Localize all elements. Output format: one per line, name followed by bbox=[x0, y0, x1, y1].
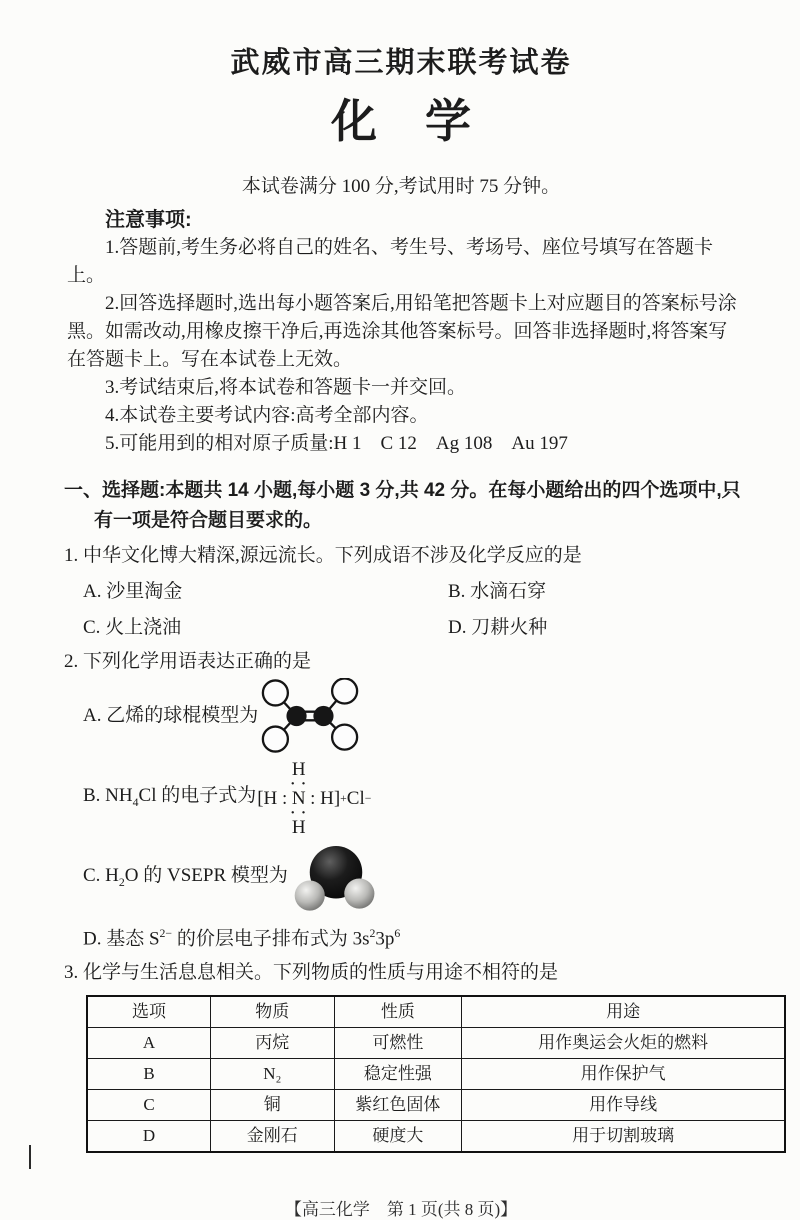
q1-option-b: B. 水滴石穿 bbox=[448, 581, 547, 602]
notice-item-3: 3.考试结束后,将本试卷和答题卡一并交回。 bbox=[105, 377, 467, 398]
subject-title: 化学 bbox=[331, 95, 519, 147]
col-header-use: 用途 bbox=[462, 996, 785, 1028]
q2-option-a-text: A. 乙烯的球棍模型为 bbox=[83, 705, 259, 726]
table-row bbox=[87, 1028, 785, 1059]
cell-option: B bbox=[87, 1059, 211, 1090]
table-row bbox=[87, 1121, 785, 1153]
page-footer: 【高三化学 第 1 页(共 8 页)】 bbox=[284, 1200, 518, 1220]
cell-substance: 铜 bbox=[211, 1090, 335, 1121]
cell-substance: N₂ bbox=[211, 1059, 335, 1090]
q2-option-b-text: B. $NH_4Cl$ 的电子式为 bbox=[83, 784, 257, 809]
question-2-stem: 2. 下列化学用语表达正确的是 bbox=[64, 651, 312, 672]
q2-option-b bbox=[64, 756, 746, 842]
scan-artifact-line bbox=[29, 1145, 31, 1169]
cell-substance: 金刚石 bbox=[211, 1121, 335, 1153]
col-header-substance: 物质 bbox=[211, 996, 335, 1028]
cell-option: D bbox=[87, 1121, 211, 1153]
table-row bbox=[87, 1090, 785, 1121]
question-3-stem: 3. 化学与生活息息相关。下列物质的性质与用途不相符的是 bbox=[64, 962, 559, 984]
table-row bbox=[87, 1059, 785, 1090]
table-header-row bbox=[87, 996, 785, 1028]
notice-heading: 注意事项: bbox=[105, 209, 192, 231]
cell-option: A bbox=[87, 1028, 211, 1059]
notice-item-1: 1.答题前,考生务必将自己的姓名、考生号、考场号、座位号填写在答题卡上。 bbox=[67, 237, 714, 286]
cell-use: 用于切割玻璃 bbox=[462, 1121, 785, 1153]
cell-use: 用作奥运会火炬的燃料 bbox=[462, 1028, 785, 1059]
cell-substance: 丙烷 bbox=[211, 1028, 335, 1059]
cell-use: 用作保护气 bbox=[462, 1059, 785, 1090]
notice-item-2: 2.回答选择题时,选出每小题答案后,用铅笔把答题卡上对应题目的答案标号涂黑。如需改动,用橡皮擦干净后,再选涂其他答案标号。回答非选择题时,将答案写在答题卡上。写在本试卷上无效。 bbox=[67, 293, 737, 370]
col-header-property: 性质 bbox=[334, 996, 462, 1028]
col-header-option: 选项 bbox=[87, 996, 211, 1028]
section-1-heading: 一、选择题:本题共 14 小题,每小题 3 分,共 42 分。在每小题给出的四个选项中,只有一项是符合题目要求的。 bbox=[64, 480, 741, 531]
exam-title: 武威市高三期末联考试卷 bbox=[230, 47, 572, 79]
q1-option-c: C. 火上浇油 bbox=[83, 617, 182, 638]
cell-use: 用作导线 bbox=[462, 1090, 785, 1121]
q1-option-a: A. 沙里淘金 bbox=[83, 581, 183, 602]
water-space-filling-model-image bbox=[291, 844, 381, 914]
ethylene-ball-and-stick-model-image bbox=[260, 678, 360, 754]
notice-section bbox=[67, 206, 746, 458]
cell-property: 稳定性强 bbox=[334, 1059, 462, 1090]
cell-property: 硬度大 bbox=[334, 1121, 462, 1153]
questions-section bbox=[64, 476, 746, 1153]
q1-option-d: D. 刀耕火种 bbox=[448, 617, 548, 638]
exam-info: 本试卷满分 100 分,考试用时 75 分钟。 bbox=[241, 176, 561, 197]
q3-properties-table bbox=[86, 995, 786, 1153]
q2-option-d: D. 基态 $S^{2-}$ 的价层电子排布式为 $3s^23p^6$ bbox=[83, 927, 401, 950]
cell-property: 紫红色固体 bbox=[334, 1090, 462, 1121]
notice-item-4: 4.本试卷主要考试内容:高考全部内容。 bbox=[105, 405, 429, 426]
q2-option-c bbox=[64, 844, 746, 914]
q2-option-c-text: C. $H_2O$ 的 VSEPR 模型为 bbox=[83, 864, 288, 889]
q2-option-a bbox=[64, 678, 746, 754]
question-1-stem: 1. 中华文化博大精深,源远流长。下列成语不涉及化学反应的是 bbox=[64, 545, 582, 566]
cell-option: C bbox=[87, 1090, 211, 1121]
electron-dot-formula: [H : H · · N · · H : H] + Cl − bbox=[257, 759, 372, 838]
notice-item-5: 5.可能用到的相对原子质量:H 1 C 12 Ag 108 Au 197 bbox=[105, 433, 568, 454]
cell-property: 可燃性 bbox=[334, 1028, 462, 1059]
